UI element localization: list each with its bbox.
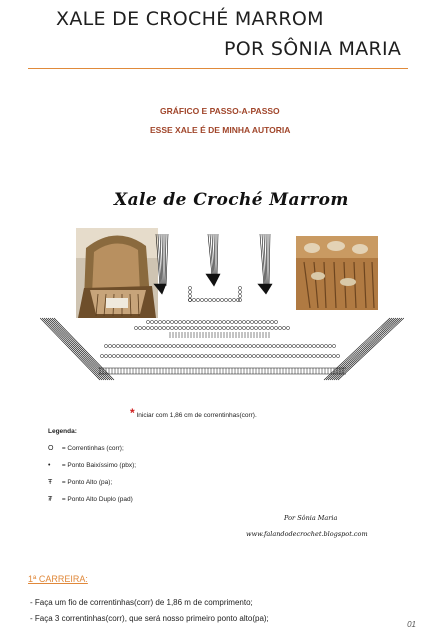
chain-stitch [304, 344, 307, 347]
chain-stitch [312, 354, 315, 357]
chain-stitch [220, 344, 223, 347]
chain-stitch [166, 326, 169, 329]
chain-stitch [210, 326, 213, 329]
chain-stitch [100, 354, 103, 357]
chain-stitch [116, 344, 119, 347]
chain-stitch [128, 354, 131, 357]
chain-stitch [278, 326, 281, 329]
chain-stitch [274, 320, 277, 323]
chain-stitch [280, 344, 283, 347]
chain-stitch [270, 326, 273, 329]
chain-stitch [246, 320, 249, 323]
chain-stitch [186, 326, 189, 329]
chain-stitch [320, 344, 323, 347]
chain-stitch [236, 344, 239, 347]
legend-item [48, 496, 136, 503]
chain-stitch [156, 344, 159, 347]
chain-stitch [232, 354, 235, 357]
chain-stitch [212, 344, 215, 347]
chain-stitch [180, 354, 183, 357]
chain-stitch [224, 344, 227, 347]
chain-stitch [300, 354, 303, 357]
chain-stitch [246, 326, 249, 329]
chain-stitch [184, 354, 187, 357]
instruction-line: - Faça um fio de correntinhas(corr) de 1,86 m de comprimento; [30, 598, 253, 607]
chain-stitch [256, 354, 259, 357]
chain-stitch [212, 354, 215, 357]
chain-stitch [200, 344, 203, 347]
chain-stitch [332, 344, 335, 347]
chain-stitch [148, 354, 151, 357]
chain-stitch [194, 320, 197, 323]
credit-author: Por Sônia Maria [284, 514, 338, 522]
chain-stitch [296, 344, 299, 347]
chain-stitch [196, 344, 199, 347]
chain-stitch [120, 344, 123, 347]
chain-stitch [158, 326, 161, 329]
chain-stitch [316, 354, 319, 357]
chain-stitch [292, 354, 295, 357]
slip-stitch-symbol-icon: • [48, 462, 51, 469]
chain-stitch [238, 286, 241, 289]
crochet-chart [40, 228, 404, 384]
chain-stitch [142, 326, 145, 329]
chain-stitch [324, 344, 327, 347]
chain-stitch [220, 354, 223, 357]
chain-stitch [144, 344, 147, 347]
chain-stitch [248, 344, 251, 347]
chain-stitch [162, 326, 165, 329]
chain-stitch [222, 320, 225, 323]
chain-stitch [228, 354, 231, 357]
chain-stitch [128, 344, 131, 347]
chain-stitch [232, 298, 235, 301]
chain-stitch [254, 320, 257, 323]
chain-stitch [178, 326, 181, 329]
chain-stitch [328, 354, 331, 357]
chain-stitch [208, 344, 211, 347]
chain-stitch [170, 320, 173, 323]
chain-stitch [172, 354, 175, 357]
chain-stitch [264, 344, 267, 347]
chain-stitch [156, 354, 159, 357]
chain-stitch [108, 354, 111, 357]
chain-stitch [238, 294, 241, 297]
chain-stitch [232, 344, 235, 347]
chain-stitch [274, 326, 277, 329]
chain-stitch [236, 354, 239, 357]
subtitle-graphic: GRÁFICO E PASSO-A-PASSO [160, 106, 280, 116]
chain-stitch [276, 354, 279, 357]
chain-stitch [188, 344, 191, 347]
chain-stitch [178, 320, 181, 323]
chain-stitch [200, 298, 203, 301]
start-note [130, 406, 257, 420]
chain-stitch [266, 326, 269, 329]
chain-stitch [260, 354, 263, 357]
chain-stitch [210, 320, 213, 323]
chain-stitch [258, 326, 261, 329]
chain-stitch [166, 320, 169, 323]
treble-crochet-symbol-icon: ₮ [48, 496, 53, 503]
chain-stitch [234, 326, 237, 329]
chain-stitch [224, 354, 227, 357]
chain-stitch [268, 354, 271, 357]
section-heading: 1ª CARREIRA: [28, 574, 88, 584]
chain-stitch [262, 320, 265, 323]
chain-stitch [244, 344, 247, 347]
chain-stitch [208, 298, 211, 301]
chain-stitch [308, 354, 311, 357]
chain-stitch [244, 354, 247, 357]
chain-stitch [176, 354, 179, 357]
chain-stitch [268, 344, 271, 347]
header-divider [28, 68, 408, 69]
chain-stitch [112, 344, 115, 347]
chain-stitch [222, 326, 225, 329]
chain-stitch [312, 344, 315, 347]
chain-stitch [204, 354, 207, 357]
chain-stitch [150, 320, 153, 323]
chain-stitch [116, 354, 119, 357]
legend-item [48, 445, 136, 452]
fringe-right [324, 318, 404, 380]
chain-stitch [154, 320, 157, 323]
chain-stitch [124, 344, 127, 347]
chain-stitch [144, 354, 147, 357]
chain-stitch [230, 326, 233, 329]
chain-stitch [202, 326, 205, 329]
chain-stitch [270, 320, 273, 323]
chain-stitch [148, 344, 151, 347]
chain-stitch [296, 354, 299, 357]
chain-stitch [284, 354, 287, 357]
credit-url: www.falandodecrochet.blogspot.com [246, 530, 368, 538]
chain-stitch [120, 354, 123, 357]
chain-stitch [252, 354, 255, 357]
chain-stitch [242, 326, 245, 329]
legend-item-text: = Ponto Alto Duplo (pad) [61, 496, 133, 503]
chain-stitch [226, 326, 229, 329]
legend-item [48, 462, 136, 469]
chain-stitch [206, 320, 209, 323]
legend-title: Legenda: [48, 428, 77, 435]
diagram-title: Xale de Croché Marrom [114, 190, 349, 210]
chain-stitch [168, 354, 171, 357]
chain-stitch [224, 298, 227, 301]
chain-stitch [206, 326, 209, 329]
document-title-line1: XALE DE CROCHÉ MARROM [56, 8, 324, 30]
chain-stitch [200, 354, 203, 357]
chain-stitch [146, 320, 149, 323]
chain-stitch [184, 344, 187, 347]
chain-stitch [218, 326, 221, 329]
chain-stitch [188, 294, 191, 297]
chain-stitch [248, 354, 251, 357]
chain-stitch [328, 344, 331, 347]
chain-stitch [228, 344, 231, 347]
chain-stitch [216, 344, 219, 347]
chain-stitch [238, 320, 241, 323]
start-note-text: Iniciar com 1,86 cm de correntinhas(corr). [136, 412, 257, 419]
chain-stitch [288, 344, 291, 347]
chain-stitch [188, 354, 191, 357]
instruction-line: - Faça 3 correntinhas(corr), que será nosso primeiro ponto alto(pa); [30, 614, 269, 623]
chain-stitch [250, 326, 253, 329]
chain-stitch [320, 354, 323, 357]
chain-stitch [158, 320, 161, 323]
chain-stitch [160, 344, 163, 347]
chain-stitch [124, 354, 127, 357]
legend-item-text: = Ponto Alto (pa); [61, 479, 113, 486]
chain-stitch [194, 326, 197, 329]
chain-stitch [190, 320, 193, 323]
chain-stitch [218, 320, 221, 323]
chain-stitch [164, 354, 167, 357]
chain-stitch [162, 320, 165, 323]
stitch-rows [98, 368, 346, 374]
chain-stitch [264, 354, 267, 357]
chain-stitch [256, 344, 259, 347]
legend-item-text: = Correntinhas (corr); [61, 445, 124, 452]
chain-stitch [154, 326, 157, 329]
chain-stitch [188, 298, 191, 301]
chain-stitch [204, 344, 207, 347]
chain-stitch [136, 344, 139, 347]
chain-stitch [252, 344, 255, 347]
chain-stitch [228, 298, 231, 301]
chain-stitch [226, 320, 229, 323]
chain-stitch [104, 354, 107, 357]
legend-item [48, 479, 136, 486]
chain-stitch [238, 298, 241, 301]
chain-stitch [186, 320, 189, 323]
fringe-top-3 [258, 234, 272, 294]
chain-stitch [140, 344, 143, 347]
chain-stitch [138, 326, 141, 329]
chain-stitch [254, 326, 257, 329]
subtitle-authorship: ESSE XALE É DE MINHA AUTORIA [150, 125, 291, 135]
chain-stitch [280, 354, 283, 357]
chain-stitch [204, 298, 207, 301]
document-title-line2: POR SÔNIA MARIA [224, 38, 402, 60]
chain-stitch [324, 354, 327, 357]
chain-stitch [172, 344, 175, 347]
chain-stitch [196, 298, 199, 301]
chain-stitch [304, 354, 307, 357]
chain-stitch [292, 344, 295, 347]
page-number: 01 [407, 620, 416, 629]
chain-stitch [272, 344, 275, 347]
chain-stitch [176, 344, 179, 347]
chain-stitch [262, 326, 265, 329]
chain-symbol-icon: O [48, 445, 54, 452]
chain-stitch [168, 344, 171, 347]
fringe-top-1 [154, 234, 168, 294]
chain-stitch [220, 298, 223, 301]
chain-stitch [170, 326, 173, 329]
chain-stitch [180, 344, 183, 347]
chain-stitch [208, 354, 211, 357]
chain-stitch [284, 344, 287, 347]
chain-stitch [238, 290, 241, 293]
chain-stitch [192, 344, 195, 347]
chain-stitch [234, 320, 237, 323]
chain-stitch [132, 344, 135, 347]
chain-stitch [152, 354, 155, 357]
chain-stitch [104, 344, 107, 347]
chain-stitch [332, 354, 335, 357]
chain-stitch [164, 344, 167, 347]
chain-stitch [198, 320, 201, 323]
chain-stitch [216, 354, 219, 357]
chain-stitch [108, 344, 111, 347]
chain-stitch [160, 354, 163, 357]
chain-stitch [336, 354, 339, 357]
chain-stitch [182, 320, 185, 323]
chain-stitch [282, 326, 285, 329]
double-crochet-symbol-icon: Ŧ [48, 479, 53, 486]
chain-stitch [242, 320, 245, 323]
chain-stitch [174, 326, 177, 329]
chain-stitch [202, 320, 205, 323]
chain-stitch [240, 354, 243, 357]
chain-stitch [188, 286, 191, 289]
chain-stitch [112, 354, 115, 357]
legend-item-text: = Ponto Baixíssimo (pbx); [61, 462, 137, 469]
chain-stitch [214, 326, 217, 329]
chain-stitch [190, 326, 193, 329]
chain-stitch [216, 298, 219, 301]
chain-stitch [192, 298, 195, 301]
chain-stitch [260, 344, 263, 347]
chain-stitch [146, 326, 149, 329]
chain-stitch [150, 326, 153, 329]
chain-stitch [276, 344, 279, 347]
chain-stitch [182, 326, 185, 329]
chain-stitch [258, 320, 261, 323]
chain-stitch [214, 320, 217, 323]
chain-stitch [212, 298, 215, 301]
fringe-top-2 [206, 234, 220, 286]
chain-stitch [132, 354, 135, 357]
chain-stitch [288, 354, 291, 357]
chain-stitch [308, 344, 311, 347]
start-marker: * [130, 406, 135, 420]
chain-stitch [250, 320, 253, 323]
chain-stitch [198, 326, 201, 329]
chain-stitch [174, 320, 177, 323]
chain-stitch [134, 326, 137, 329]
chain-stitch [152, 344, 155, 347]
legend [48, 428, 136, 503]
chain-stitch [196, 354, 199, 357]
chain-stitch [140, 354, 143, 357]
chain-stitch [230, 320, 233, 323]
chain-stitch [240, 344, 243, 347]
chain-stitch [286, 326, 289, 329]
chain-stitch [300, 344, 303, 347]
chain-stitch [266, 320, 269, 323]
chain-stitch [316, 344, 319, 347]
chain-stitch [238, 326, 241, 329]
chain-stitch [192, 354, 195, 357]
chain-stitch [272, 354, 275, 357]
chain-stitch [136, 354, 139, 357]
chain-stitch [188, 290, 191, 293]
